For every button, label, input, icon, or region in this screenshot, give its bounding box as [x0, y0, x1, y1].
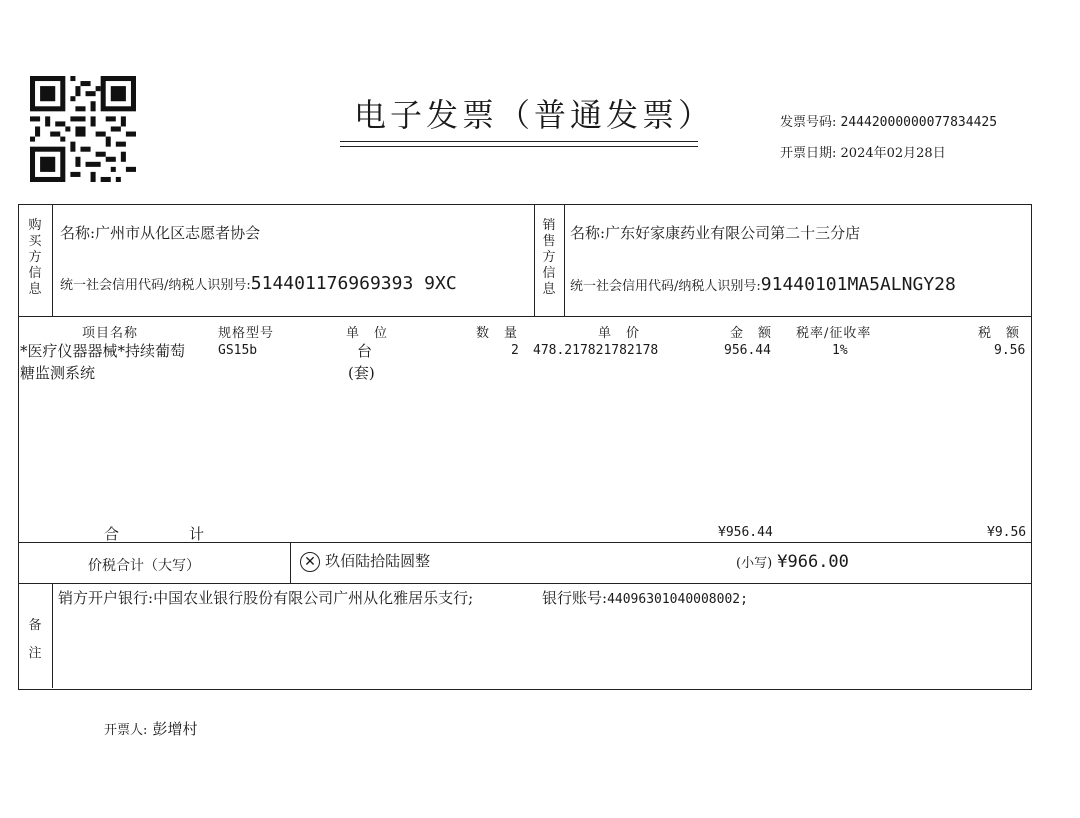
remarks-account-label: 银行账号: — [542, 589, 608, 607]
seller-tax-label: 统一社会信用代码/纳税人识别号: — [570, 279, 761, 294]
qr-code-image — [30, 76, 136, 182]
totals-tax: ¥9.56 — [987, 525, 1027, 540]
small-total-value: ¥966.00 — [777, 552, 849, 572]
buyer-name-row — [60, 222, 260, 243]
party-middle-divider — [534, 204, 535, 316]
header-rate: 税率/征收率 — [796, 326, 872, 341]
circled-x-icon: ✕ — [300, 552, 320, 572]
item-unit-line2: (套) — [348, 364, 375, 382]
invoice-date: 2024年02月28日 — [840, 146, 946, 161]
capital-divider — [290, 542, 291, 583]
item-qty: 2 — [511, 343, 519, 358]
totals-top-line — [18, 542, 1031, 543]
issuer-label: 开票人: — [104, 723, 148, 738]
seller-side-label: 销售方信息 — [542, 218, 556, 297]
capital-value: 玖佰陆拾陆圆整 — [325, 552, 431, 570]
invoice-date-row — [780, 142, 946, 161]
totals-bottom-line — [18, 583, 1031, 584]
seller-name: 广东好家康药业有限公司第二十三分店 — [605, 224, 861, 242]
buyer-label-divider — [52, 204, 53, 316]
capital-value-row — [300, 550, 430, 572]
item-spec: GS15b — [218, 343, 258, 358]
invoice-number: 24442000000077834425 — [840, 115, 998, 130]
item-rate: 1% — [832, 343, 848, 358]
party-bottom-line — [18, 316, 1031, 317]
remarks-bank-row — [58, 587, 473, 608]
issuer-row — [104, 718, 198, 739]
seller-tax-id: 91440101MA5ALNGY28 — [760, 274, 956, 295]
buyer-tax-row — [60, 273, 457, 294]
remarks-account: 44096301040008002; — [607, 592, 748, 607]
seller-name-label: 名称: — [570, 224, 606, 242]
issuer-name: 彭增村 — [152, 720, 198, 738]
seller-tax-row — [570, 274, 956, 295]
remarks-divider — [52, 583, 53, 688]
title-underline — [340, 146, 698, 147]
totals-amount: ¥956.44 — [718, 525, 773, 540]
small-total-row — [736, 552, 849, 572]
seller-label-divider — [564, 204, 565, 316]
buyer-name: 广州市从化区志愿者协会 — [95, 224, 261, 242]
remarks-bank: 中国农业银行股份有限公司广州从化雅居乐支行; — [153, 589, 474, 607]
item-price: 478.217821782178 — [533, 343, 659, 358]
invoice-title: 电子发票（普通发票） — [354, 96, 715, 134]
item-amount: 956.44 — [724, 343, 771, 358]
small-total-label: (小写) — [736, 556, 773, 571]
remarks-side-label: 备注 — [28, 618, 42, 661]
header-unit: 单 位 — [346, 326, 389, 341]
buyer-tax-id: 514401176969393 9XC — [250, 273, 457, 294]
buyer-tax-label: 统一社会信用代码/纳税人识别号: — [60, 278, 251, 293]
invoice-number-label: 发票号码: — [780, 115, 837, 130]
buyer-side-label: 购买方信息 — [28, 218, 42, 297]
seller-name-row — [570, 222, 860, 243]
item-name-line1: *医疗仪器器械*持续葡萄 — [20, 342, 186, 360]
item-name-line2: 糖监测系统 — [20, 364, 96, 382]
remarks-bank-label: 销方开户银行: — [58, 589, 154, 607]
buyer-name-label: 名称: — [60, 224, 96, 242]
invoice-date-label: 开票日期: — [780, 146, 837, 161]
header-spec: 规格型号 — [218, 326, 275, 341]
item-unit-line1: 台 — [357, 342, 373, 360]
header-price: 单 价 — [598, 326, 641, 341]
header-tax: 税 额 — [978, 326, 1021, 341]
capital-label: 价税合计（大写） — [88, 558, 200, 574]
item-tax: 9.56 — [994, 343, 1026, 358]
totals-label: 合 计 — [104, 525, 207, 543]
header-item-name: 项目名称 — [82, 326, 139, 341]
remarks-account-row — [542, 587, 748, 608]
header-amount: 金 额 — [730, 326, 773, 341]
header-qty: 数 量 — [476, 326, 519, 341]
invoice-number-row — [780, 111, 997, 130]
title-underline — [340, 141, 698, 142]
